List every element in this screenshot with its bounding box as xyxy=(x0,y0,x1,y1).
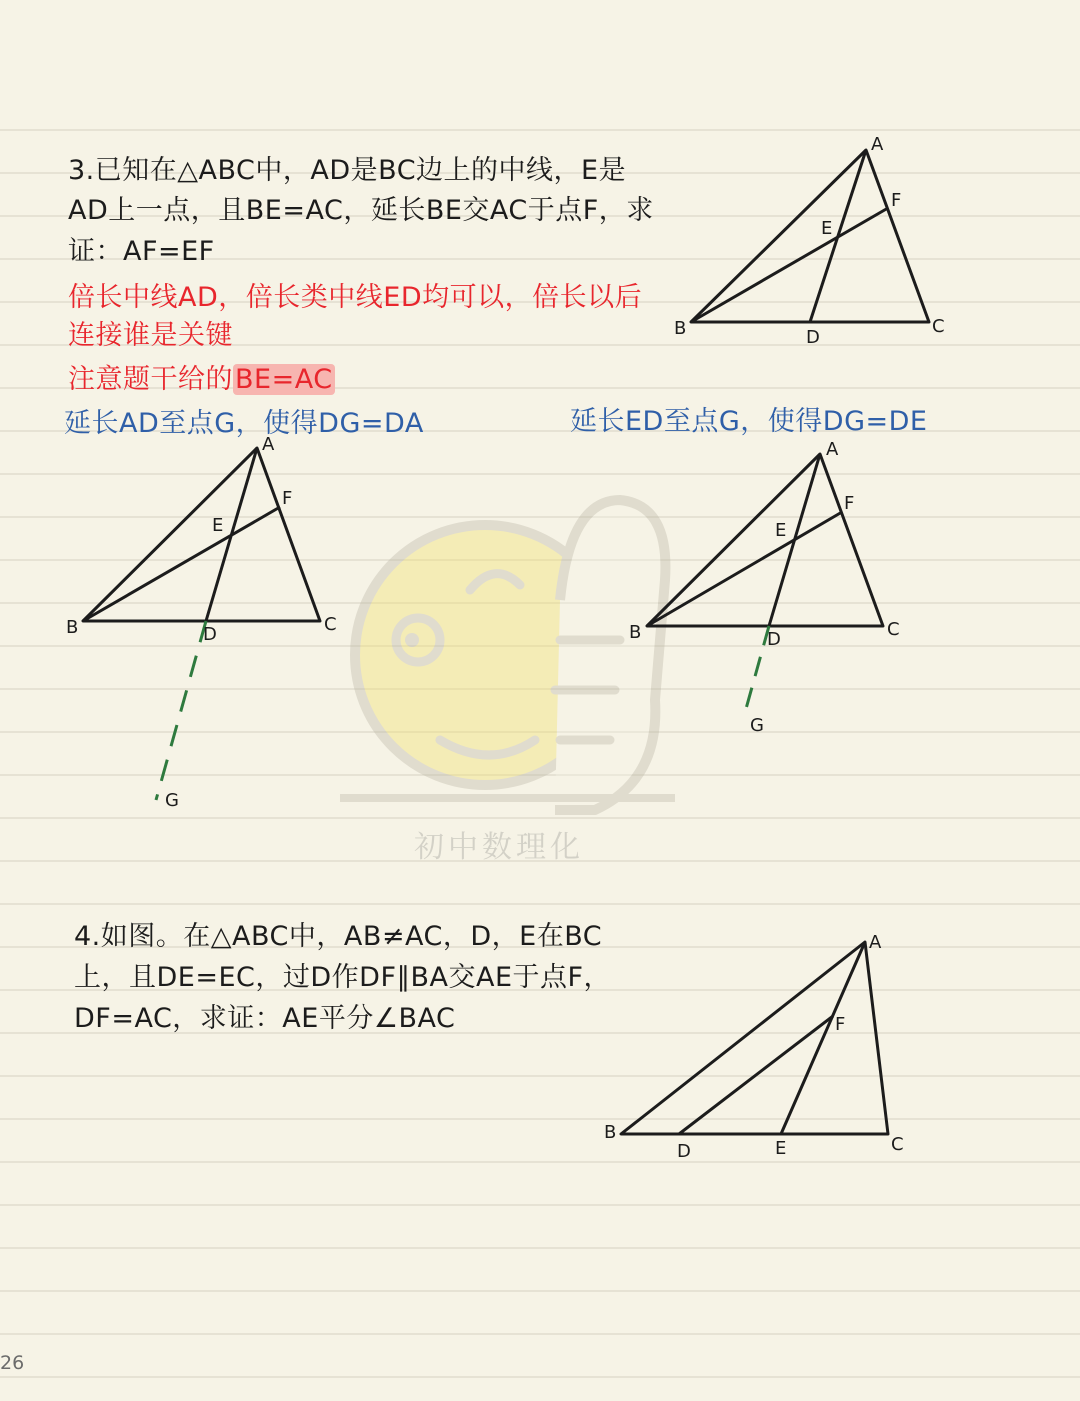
problem3-line2: AD上一点，且BE=AC，延长BE交AC于点F，求 xyxy=(68,195,654,226)
label-d: D xyxy=(203,624,217,645)
watermark-text: 初中数理化 xyxy=(414,830,584,865)
label-c: C xyxy=(887,619,900,640)
label-a: A xyxy=(871,134,884,155)
label-g: G xyxy=(750,715,764,736)
label-e: E xyxy=(775,1138,787,1159)
problem4-line2: 上，且DE=EC，过D作DF∥BA交AE于点F， xyxy=(74,962,612,993)
note-highlight: BE=AC xyxy=(235,364,333,395)
hint-line2: 连接谁是关键 xyxy=(68,320,233,351)
label-c: C xyxy=(932,316,945,337)
segment-df xyxy=(679,1016,833,1134)
label-f: F xyxy=(891,190,902,211)
segment-ae xyxy=(781,942,865,1134)
label-d: D xyxy=(806,327,820,348)
label-b: B xyxy=(604,1122,617,1143)
label-f: F xyxy=(844,493,855,514)
label-b: B xyxy=(629,622,642,643)
label-a: A xyxy=(826,439,839,460)
label-a: A xyxy=(262,434,275,455)
label-f: F xyxy=(835,1014,846,1035)
label-a: A xyxy=(869,932,882,953)
label-f: F xyxy=(282,488,293,509)
label-c: C xyxy=(324,614,337,635)
method1-caption: 延长AD至点G，使得DG=DA xyxy=(64,408,424,439)
label-e: E xyxy=(821,218,833,239)
hint-line1: 倍长中线AD，倍长类中线ED均可以，倍长以后 xyxy=(68,282,643,313)
label-d: D xyxy=(767,629,781,650)
method2-caption: 延长ED至点G，使得DG=DE xyxy=(570,406,928,437)
problem4-line3: DF=AC，求证：AE平分∠BAC xyxy=(74,1003,456,1034)
label-b: B xyxy=(66,617,79,638)
problem3-line3: 证：AF=EF xyxy=(68,236,215,267)
label-b: B xyxy=(674,318,687,339)
label-e: E xyxy=(212,515,224,536)
label-g: G xyxy=(165,790,179,811)
problem3-line1: 3.已知在△ABC中，AD是BC边上的中线，E是 xyxy=(68,155,627,186)
label-c: C xyxy=(891,1134,904,1155)
problem4-line1: 4.如图。在△ABC中，AB≠AC，D，E在BC xyxy=(74,921,603,952)
page-number: 26 xyxy=(0,1352,25,1374)
label-e: E xyxy=(775,520,787,541)
label-d: D xyxy=(677,1141,691,1162)
triangle-abc xyxy=(621,942,888,1134)
note-prefix: 注意题干给的 xyxy=(68,364,233,395)
